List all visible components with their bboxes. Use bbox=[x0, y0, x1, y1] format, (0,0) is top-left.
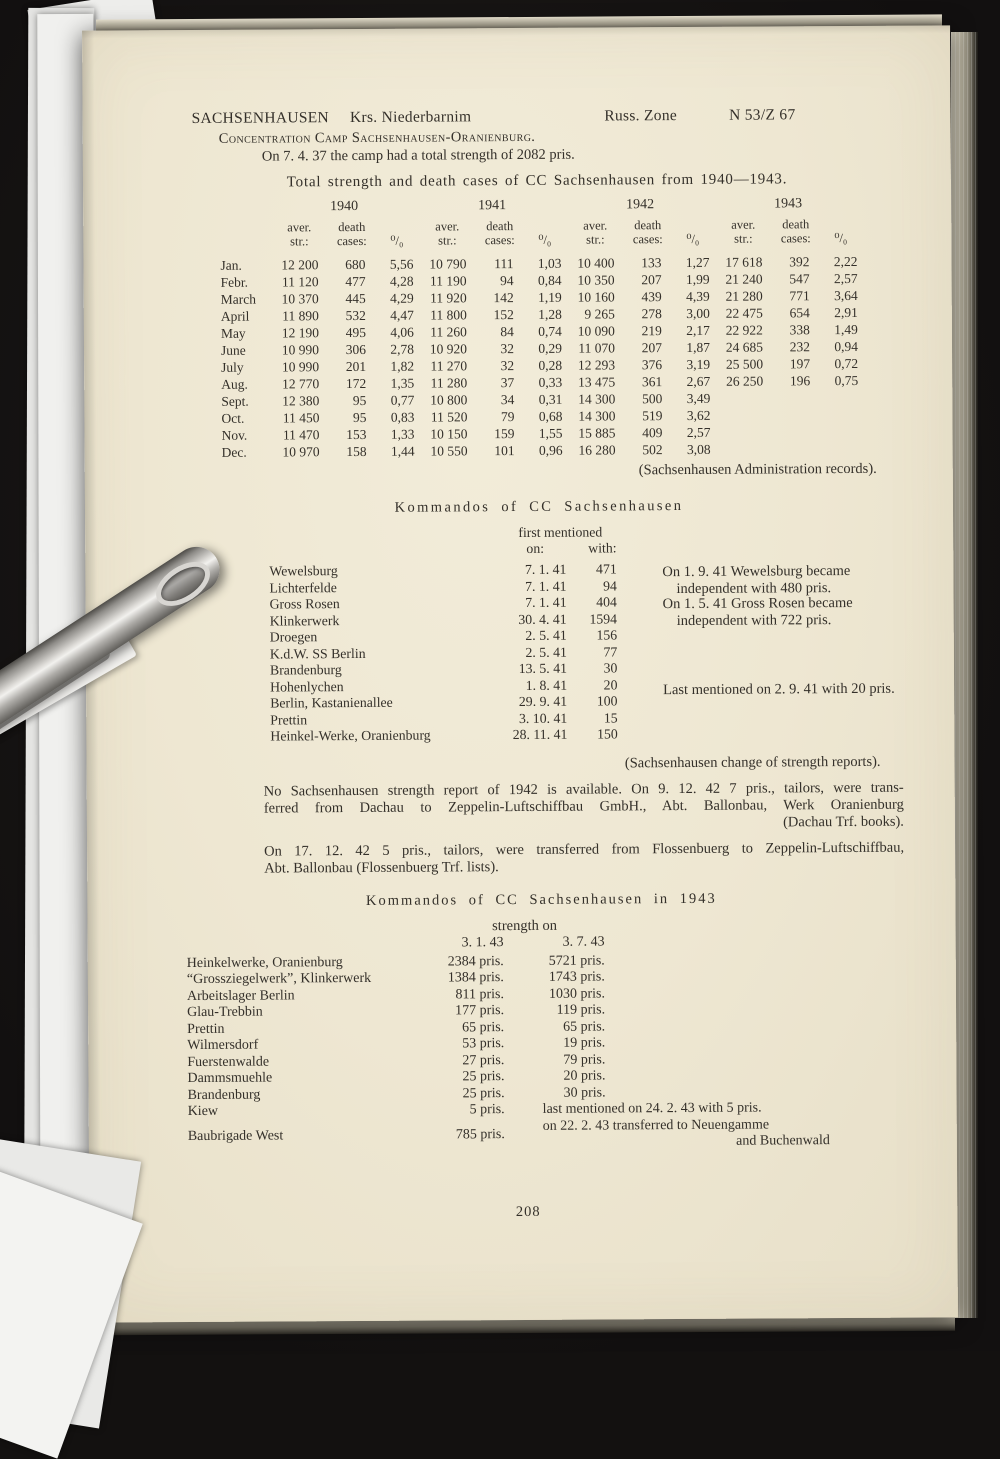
date-column-1: 3. 1. 43 bbox=[461, 935, 504, 951]
percent-value: 4,28 bbox=[389, 273, 414, 289]
aver-str-header: aver. str.: bbox=[731, 217, 756, 246]
aver-str-value: 24 685 bbox=[725, 339, 764, 355]
aver-str-header: aver. str.: bbox=[435, 219, 460, 248]
death-cases-value: 197 bbox=[789, 356, 811, 372]
aver-str-value: 10 920 bbox=[429, 341, 468, 357]
strength-jan: 25 pris. bbox=[462, 1085, 505, 1101]
death-cases-value: 207 bbox=[641, 272, 662, 288]
percent-value: 0,77 bbox=[390, 392, 415, 408]
month-label: Febr. bbox=[220, 274, 249, 290]
aver-str-value: 11 070 bbox=[578, 340, 616, 356]
percent-value: 0,72 bbox=[834, 355, 859, 372]
aver-str-value: 10 990 bbox=[281, 342, 320, 358]
percent-value bbox=[821, 440, 864, 457]
camp-name: SACHSENHAUSEN bbox=[191, 109, 330, 127]
percent-value: 1,87 bbox=[686, 339, 711, 355]
percent-value: 0,94 bbox=[834, 338, 859, 355]
kommandos-1943-heading: Kommandos of CC Sachsenhausen in 1943 bbox=[365, 890, 717, 909]
kommando-1943-row bbox=[188, 1116, 898, 1153]
death-cases-value: 79 bbox=[500, 409, 515, 425]
aver-str-value: 14 300 bbox=[578, 408, 616, 424]
first-mentioned-count: 100 bbox=[596, 693, 618, 709]
strength-jan: 5 pris. bbox=[469, 1102, 505, 1118]
percent-value: 1,99 bbox=[685, 271, 710, 287]
death-cases-value: 495 bbox=[345, 324, 366, 341]
aver-str-value: 21 240 bbox=[725, 271, 763, 287]
strength-jul: 79 pris. bbox=[563, 1051, 606, 1068]
death-cases-header: death cases: bbox=[336, 219, 367, 249]
death-cases-value: 771 bbox=[789, 288, 810, 304]
first-mentioned-count: 94 bbox=[602, 577, 617, 593]
column-header-row bbox=[220, 217, 862, 257]
percent-header: ⁰/₀ bbox=[390, 233, 404, 248]
kommando-note-last-mentioned: Last mentioned on 2. 9. 41 with 20 pris. bbox=[663, 680, 895, 699]
kommando-name: Hohenlychen bbox=[270, 678, 344, 695]
strength-on-label: strength on bbox=[492, 917, 558, 935]
percent-value: 3,08 bbox=[686, 441, 711, 457]
aver-str-value: 10 990 bbox=[281, 359, 320, 375]
strength-jan: 65 pris. bbox=[462, 1019, 505, 1035]
strength-jan: 811 pris. bbox=[455, 986, 505, 1002]
aver-str-value: 11 450 bbox=[282, 410, 320, 426]
first-mentioned-date: 7. 1. 41 bbox=[525, 578, 567, 594]
first-mentioned-count: 156 bbox=[596, 627, 618, 643]
aver-str-value: 22 475 bbox=[725, 305, 763, 321]
first-mentioned-date: 13. 5. 41 bbox=[518, 660, 568, 677]
death-cases-value bbox=[773, 406, 820, 423]
strength-jan: 177 pris. bbox=[455, 1003, 505, 1019]
percent-value: 2,78 bbox=[390, 341, 415, 357]
strength-jul: 119 pris. bbox=[556, 1002, 606, 1018]
death-cases-value: 207 bbox=[641, 340, 663, 356]
aver-str-value bbox=[715, 389, 773, 406]
first-mentioned-date: 30. 4. 41 bbox=[518, 611, 567, 627]
aver-str-value: 10 550 bbox=[430, 443, 468, 459]
percent-value: 1,27 bbox=[685, 254, 710, 270]
death-cases-value: 34 bbox=[500, 392, 515, 408]
percent-value: 1,44 bbox=[390, 443, 415, 459]
first-mentioned-date: 7. 1. 41 bbox=[525, 594, 567, 610]
strength-jul: 65 pris. bbox=[563, 1018, 606, 1035]
kommando-name: Dammsmuehle bbox=[187, 1070, 273, 1087]
with-label: with: bbox=[588, 540, 617, 556]
year-header: 1941 bbox=[478, 198, 507, 214]
percent-value: 0,74 bbox=[538, 323, 562, 339]
strength-jul: 19 pris. bbox=[563, 1035, 606, 1051]
row-note-continued: and Buchenwald bbox=[736, 1133, 830, 1149]
death-cases-value: 111 bbox=[494, 256, 514, 272]
death-cases-value: 133 bbox=[641, 255, 662, 271]
kommando-name: Brandenburg bbox=[269, 662, 342, 678]
percent-value: 2,67 bbox=[686, 373, 711, 389]
first-mentioned-date: 28. 11. 41 bbox=[512, 726, 568, 743]
percent-value bbox=[820, 423, 863, 440]
death-cases-value: 680 bbox=[345, 256, 366, 273]
percent-value: 1,19 bbox=[538, 289, 562, 305]
kommando-name: Wewelsburg bbox=[269, 563, 338, 579]
percent-header: ⁰/₀ bbox=[538, 232, 552, 247]
percent-value: 3,19 bbox=[686, 356, 711, 372]
kommando-row bbox=[270, 627, 617, 646]
aver-str-value: 14 300 bbox=[578, 391, 616, 407]
death-cases-value: 502 bbox=[642, 442, 663, 458]
month-label: April bbox=[220, 308, 250, 324]
death-cases-value: 158 bbox=[346, 443, 367, 460]
document-page bbox=[82, 25, 958, 1322]
grid-reference: N 53/Z 67 bbox=[728, 106, 796, 124]
death-cases-value bbox=[773, 423, 820, 440]
percent-value: 2,57 bbox=[686, 424, 711, 440]
year-header: 1943 bbox=[774, 196, 803, 212]
death-cases-value: 547 bbox=[789, 271, 810, 287]
kommando-name: “Grossziegelwerk”, Klinkerwerk bbox=[186, 970, 372, 988]
kommando-note-gross-rosen: On 1. 5. 41 Gross Rosen became independent with 722 pris. bbox=[662, 594, 853, 629]
on-label: on: bbox=[526, 540, 545, 556]
death-cases-value: 232 bbox=[789, 339, 811, 355]
percent-value: 4,29 bbox=[390, 290, 414, 306]
death-cases-value: 500 bbox=[642, 391, 663, 407]
kommando-row bbox=[269, 561, 616, 580]
kommando-name: Kiew bbox=[187, 1103, 219, 1120]
death-cases-value: 392 bbox=[789, 254, 810, 270]
first-mentioned-date: 1. 8. 41 bbox=[525, 677, 568, 693]
aver-str-value: 11 190 bbox=[429, 273, 467, 289]
percent-value: 1,35 bbox=[390, 375, 415, 391]
aver-str-value: 21 280 bbox=[725, 288, 763, 304]
aver-str-value: 12 200 bbox=[281, 257, 319, 273]
death-cases-value: 172 bbox=[345, 375, 367, 392]
first-mentioned-date: 7. 1. 41 bbox=[524, 561, 567, 577]
aver-str-value: 11 280 bbox=[430, 375, 468, 391]
first-mentioned-count: 77 bbox=[603, 643, 618, 659]
death-cases-value: 32 bbox=[500, 341, 515, 357]
month-label: Aug. bbox=[221, 376, 248, 392]
death-cases-value: 196 bbox=[789, 373, 811, 389]
percent-value: 2,17 bbox=[686, 322, 710, 338]
first-mentioned-count: 15 bbox=[603, 709, 618, 725]
percent-value: 0,83 bbox=[390, 409, 415, 425]
aver-str-value: 10 160 bbox=[577, 289, 615, 305]
aver-str-value: 11 260 bbox=[430, 324, 467, 340]
kommandos-1943-table bbox=[187, 933, 898, 1154]
strength-jul: 1030 pris. bbox=[548, 985, 605, 1002]
death-cases-value: 361 bbox=[641, 374, 663, 390]
death-cases-value: 201 bbox=[345, 358, 367, 375]
aver-str-value: 17 618 bbox=[725, 254, 763, 270]
first-mentioned-date: 29. 9. 41 bbox=[518, 693, 568, 710]
aver-str-header: aver. str.: bbox=[287, 220, 312, 249]
month-label: Sept. bbox=[221, 393, 249, 409]
paragraph-line: On 17. 12. 42 5 pris., tailors, were transferred from Flossenbuerg to Zeppelin-Luftschiffbau, bbox=[264, 839, 905, 860]
strength-jul: 5721 pris. bbox=[548, 952, 605, 969]
kommando-name: Baubrigade West bbox=[187, 1128, 284, 1144]
strength-jan: 53 pris. bbox=[462, 1036, 505, 1052]
date-column-2: 3. 7. 43 bbox=[562, 934, 605, 950]
percent-value: 2,91 bbox=[834, 304, 858, 321]
percent-header: ⁰/₀ bbox=[686, 231, 700, 246]
death-cases-header: death cases: bbox=[484, 219, 515, 248]
aver-str-value: 10 790 bbox=[429, 256, 467, 272]
aver-str-value: 16 280 bbox=[578, 442, 616, 458]
district-label: Krs. Niederbarnim bbox=[349, 108, 472, 127]
strength-jan: 785 pris. bbox=[455, 1126, 505, 1143]
percent-value: 1,82 bbox=[390, 358, 415, 374]
percent-value: 4,06 bbox=[390, 324, 414, 340]
first-mentioned-date: 2. 5. 41 bbox=[525, 627, 567, 643]
aver-str-value: 22 922 bbox=[725, 322, 763, 338]
kommando-note-wewelsburg: On 1. 9. 41 Wewelsburg became independent with 480 pris. bbox=[662, 562, 851, 597]
death-cases-value: 95 bbox=[352, 392, 367, 409]
strength-table-row bbox=[222, 440, 864, 461]
aver-str-value: 12 770 bbox=[282, 376, 320, 392]
first-mentioned-row bbox=[269, 524, 616, 542]
document-header bbox=[192, 106, 899, 127]
paragraph-flossenbuerg bbox=[264, 840, 904, 878]
death-cases-value: 101 bbox=[494, 443, 515, 459]
occupation-zone-label: Russ. Zone bbox=[604, 107, 678, 125]
percent-value: 0,84 bbox=[537, 272, 562, 288]
death-cases-value: 409 bbox=[642, 425, 663, 441]
row-note: last mentioned on 24. 2. 43 with 5 pris. bbox=[542, 1100, 762, 1117]
kommandos-table-wrap bbox=[194, 523, 902, 752]
death-cases-value: 654 bbox=[789, 305, 810, 321]
aver-str-value: 9 265 bbox=[584, 306, 615, 322]
aver-str-value: 10 370 bbox=[281, 291, 319, 307]
kommando-name: Lichterfelde bbox=[269, 579, 337, 596]
kommando-name: Arbeitslager Berlin bbox=[186, 987, 295, 1004]
kommando-name: Glau-Trebbin bbox=[187, 1004, 263, 1021]
death-cases-value: 532 bbox=[345, 307, 366, 324]
kommandos-heading: Kommandos of CC Sachsenhausen bbox=[394, 497, 684, 516]
percent-value: 4,47 bbox=[390, 307, 414, 323]
percent-value: 2,22 bbox=[833, 253, 858, 270]
percent-header: ⁰/₀ bbox=[834, 230, 848, 246]
death-cases-value: 278 bbox=[641, 306, 662, 322]
death-cases-value: 152 bbox=[493, 307, 514, 323]
aver-str-value: 11 120 bbox=[281, 274, 319, 290]
first-mentioned-count: 404 bbox=[596, 594, 617, 610]
aver-str-value: 26 250 bbox=[726, 373, 764, 389]
strength-jan: 1384 pris. bbox=[447, 970, 504, 986]
percent-value: 3,62 bbox=[686, 407, 711, 423]
percent-value: 1,49 bbox=[834, 321, 858, 338]
strength-jul-cell bbox=[505, 1116, 898, 1151]
death-cases-value: 37 bbox=[500, 375, 515, 391]
death-cases-value: 95 bbox=[352, 409, 367, 426]
aver-str-value: 10 090 bbox=[577, 323, 615, 339]
strength-table-source: (Sachsenhausen Administration records). bbox=[638, 460, 877, 479]
percent-value bbox=[820, 406, 863, 423]
aver-str-value: 11 470 bbox=[282, 427, 320, 443]
aver-str-value: 10 400 bbox=[577, 255, 615, 271]
death-cases-value: 477 bbox=[345, 273, 366, 290]
paragraph-1942-report bbox=[264, 780, 904, 835]
percent-value: 0,33 bbox=[538, 374, 563, 390]
kommando-name: Brandenburg bbox=[187, 1087, 261, 1103]
paragraph-line: Abt. Ballonbau (Flossenbuerg Trf. lists). bbox=[264, 859, 499, 877]
kommando-name: Gross Rosen bbox=[269, 596, 340, 612]
percent-value: 5,56 bbox=[389, 256, 414, 272]
percent-value: 1,28 bbox=[538, 306, 562, 322]
percent-value: 0,75 bbox=[834, 372, 859, 389]
percent-value: 1,55 bbox=[538, 425, 563, 441]
percent-value: 0,68 bbox=[538, 408, 563, 424]
month-label: Oct. bbox=[221, 410, 245, 426]
death-cases-value: 94 bbox=[500, 273, 514, 289]
death-cases-header: death cases: bbox=[780, 217, 811, 246]
percent-value: 0,29 bbox=[538, 340, 563, 356]
death-cases-value: 32 bbox=[500, 358, 515, 374]
first-mentioned-count: 150 bbox=[596, 726, 618, 742]
percent-value: 3,49 bbox=[686, 390, 711, 406]
paragraph-line: ferred from Dachau to Zeppelin-Luftschiffbau GmbH., Abt. Ballonbau, Werk Oranienburg bbox=[263, 796, 904, 817]
death-cases-value: 84 bbox=[500, 324, 514, 340]
strength-jul: 1743 pris. bbox=[548, 969, 605, 985]
strength-jul: 30 pris. bbox=[563, 1084, 606, 1101]
aver-str-header: aver. str.: bbox=[583, 218, 608, 247]
kommandos-source: (Sachsenhausen change of strength reports). bbox=[624, 753, 881, 772]
percent-value: 4,39 bbox=[686, 288, 710, 304]
percent-value: 0,96 bbox=[538, 442, 563, 458]
death-cases-value: 219 bbox=[641, 323, 662, 339]
month-label: May bbox=[220, 325, 246, 341]
kommando-row bbox=[270, 660, 617, 679]
month-label: June bbox=[220, 342, 246, 358]
strength-table-title: Total strength and death cases of CC Sachsenhausen from 1940—1943. bbox=[286, 171, 788, 191]
death-cases-value: 306 bbox=[345, 341, 367, 358]
row-note: on 22. 2. 43 transferred to Neuengamme bbox=[542, 1116, 770, 1134]
strength-jul: 20 pris. bbox=[563, 1068, 606, 1084]
kommando-name: Wilmersdorf bbox=[187, 1037, 259, 1054]
aver-str-value: 11 890 bbox=[282, 308, 319, 324]
aver-str-value: 10 350 bbox=[577, 272, 615, 288]
percent-value bbox=[820, 389, 863, 406]
percent-value: 0,28 bbox=[538, 357, 563, 373]
aver-str-value: 12 380 bbox=[282, 393, 320, 409]
aver-str-value: 10 970 bbox=[282, 444, 320, 460]
strength-jan: 27 pris. bbox=[462, 1052, 505, 1068]
first-mentioned-label: first mentioned bbox=[518, 524, 603, 541]
month-label: Dec. bbox=[221, 444, 247, 460]
kommando-name: Prettin bbox=[187, 1021, 225, 1037]
aver-str-value: 10 150 bbox=[430, 426, 468, 442]
percent-value: 3,64 bbox=[834, 287, 858, 304]
month-label: Jan. bbox=[220, 257, 242, 273]
aver-str-value: 11 800 bbox=[430, 307, 467, 323]
kommando-name: Berlin, Kastanienallee bbox=[270, 694, 393, 711]
death-cases-value: 519 bbox=[642, 408, 663, 424]
kommando-row bbox=[270, 693, 617, 712]
death-cases-value: 338 bbox=[789, 322, 810, 338]
percent-value: 3,00 bbox=[686, 305, 710, 321]
percent-value: 2,57 bbox=[833, 270, 858, 287]
first-mentioned-date: 3. 10. 41 bbox=[518, 710, 568, 726]
year-header: 1940 bbox=[330, 198, 359, 215]
camp-subtitle: Concentration Camp Sachsenhausen-Oranienburg. bbox=[218, 128, 536, 147]
kommando-name: Klinkerwerk bbox=[269, 612, 340, 629]
first-mentioned-date: 2. 5. 41 bbox=[525, 644, 567, 660]
kommando-name: K.d.W. SS Berlin bbox=[269, 645, 366, 662]
death-cases-value: 376 bbox=[641, 357, 663, 373]
aver-str-value: 12 190 bbox=[281, 325, 319, 341]
aver-str-value: 15 885 bbox=[578, 425, 616, 441]
death-cases-value: 439 bbox=[641, 289, 662, 305]
month-label: Nov. bbox=[221, 427, 248, 443]
strength-death-table bbox=[220, 195, 864, 461]
strength-jan: 2384 pris. bbox=[447, 953, 504, 969]
month-label: July bbox=[221, 359, 244, 375]
first-mentioned-count: 30 bbox=[603, 660, 618, 676]
page-number: 208 bbox=[515, 1203, 541, 1220]
percent-value: 0,31 bbox=[538, 391, 563, 407]
kommando-name: Heinkelwerke, Oranienburg bbox=[186, 954, 343, 971]
percent-value: 1,33 bbox=[390, 426, 415, 442]
month-label: March bbox=[220, 291, 256, 307]
death-cases-value bbox=[774, 440, 821, 457]
kommando-name: Prettin bbox=[270, 711, 308, 728]
aver-str-value: 12 293 bbox=[577, 357, 616, 373]
kommando-name: Fuerstenwalde bbox=[187, 1054, 270, 1070]
aver-str-value bbox=[715, 406, 773, 423]
aver-str-value: 11 270 bbox=[430, 358, 468, 374]
death-cases-value: 142 bbox=[493, 290, 514, 306]
page-content bbox=[82, 25, 958, 1322]
first-mentioned-count: 1594 bbox=[589, 610, 618, 627]
year-header: 1942 bbox=[626, 197, 655, 213]
aver-str-value: 10 800 bbox=[430, 392, 468, 408]
percent-value: 1,03 bbox=[537, 255, 562, 271]
paragraph-source: (Dachau Trf. books). bbox=[783, 813, 904, 831]
aver-str-value bbox=[716, 440, 774, 457]
first-mentioned-count: 20 bbox=[603, 676, 618, 692]
death-cases-value: 445 bbox=[345, 290, 366, 307]
kommandos-table bbox=[269, 524, 618, 745]
death-cases-header: death cases: bbox=[632, 218, 663, 247]
kommando-row bbox=[270, 594, 617, 613]
aver-str-value bbox=[715, 423, 773, 440]
aver-str-value: 11 520 bbox=[430, 409, 468, 425]
death-cases-value: 159 bbox=[494, 426, 515, 442]
strength-jan: 25 pris. bbox=[462, 1069, 505, 1085]
aver-str-value: 25 500 bbox=[725, 356, 764, 372]
on-with-row bbox=[269, 540, 616, 563]
death-cases-value bbox=[773, 389, 820, 406]
aver-str-value: 11 920 bbox=[430, 290, 467, 306]
kommando-row bbox=[270, 726, 617, 745]
paragraph-line: No Sachsenhausen strength report of 1942 is available. On 9. 12. 42 7 pris., tailors, were trans- bbox=[263, 779, 904, 800]
kommando-name: Heinkel-Werke, Oranienburg bbox=[270, 727, 431, 744]
intro-line: On 7. 4. 37 the camp had a total strength of 2082 pris. bbox=[261, 146, 575, 165]
first-mentioned-count: 471 bbox=[595, 561, 617, 577]
death-cases-value: 153 bbox=[346, 426, 367, 443]
aver-str-value: 13 475 bbox=[578, 374, 616, 390]
kommando-name: Droegen bbox=[269, 629, 318, 645]
